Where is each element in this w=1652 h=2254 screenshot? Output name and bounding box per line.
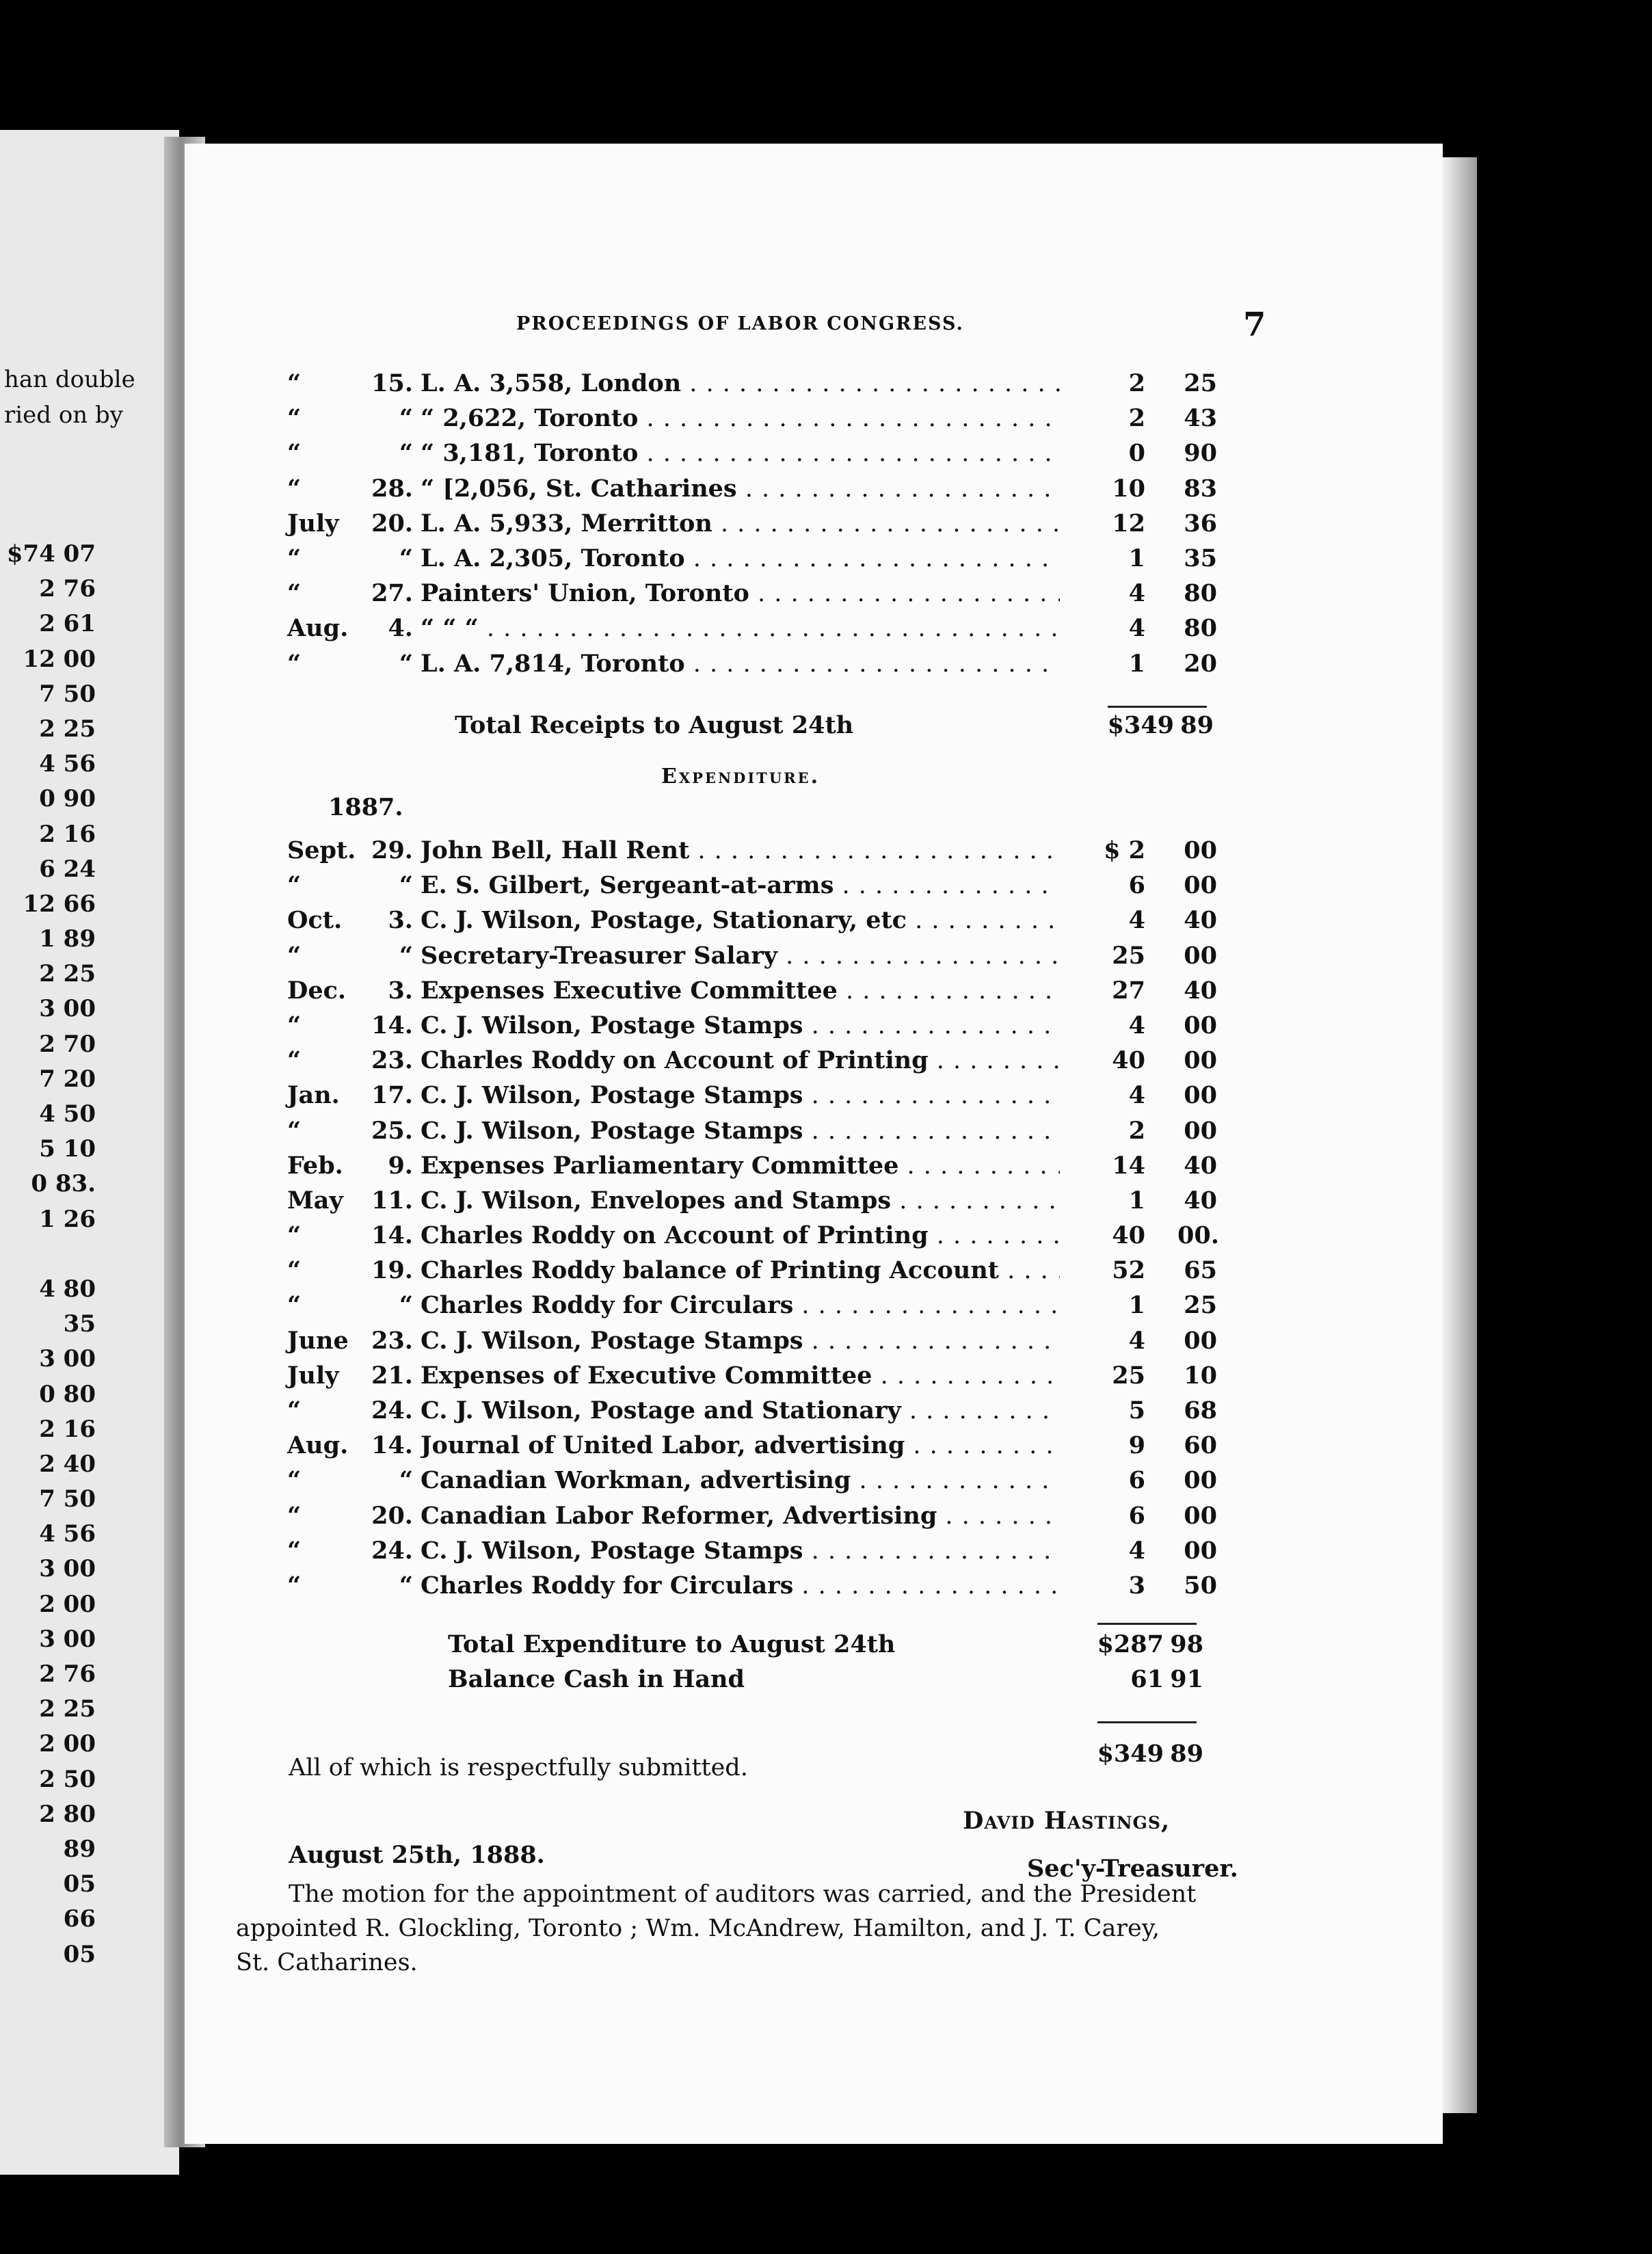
left-page-amount: 7 50 xyxy=(39,1485,96,1513)
entry-cents: 36 xyxy=(1184,509,1217,538)
entry-day: “ xyxy=(399,544,413,572)
entry-description: Painters' Union, Toronto . . . xyxy=(421,576,1060,611)
entry-cents: 10 xyxy=(1184,1361,1217,1390)
grand-total-dollars: $349 xyxy=(1097,1740,1164,1768)
entry-description: C. J. Wilson, Postage, Stationary, etc . . . xyxy=(421,903,1060,938)
left-page-amount: 2 16 xyxy=(39,1415,96,1443)
entry-day: “ xyxy=(399,1291,413,1320)
entry-dollars: 40 xyxy=(1112,1046,1145,1075)
entry-day: 21. xyxy=(371,1361,413,1390)
entry-description: Expenses Parliamentary Committee . . . xyxy=(421,1148,1060,1184)
entry-cents: 65 xyxy=(1184,1256,1217,1285)
ledger-row xyxy=(287,1253,1217,1288)
left-page-amount: 7 50 xyxy=(39,680,96,708)
grand-total-cents: 89 xyxy=(1170,1740,1203,1768)
entry-cents: 25 xyxy=(1184,1291,1217,1320)
entry-month: Oct. xyxy=(287,906,343,935)
entry-month: “ xyxy=(287,1011,302,1039)
entry-month: Sept. xyxy=(287,836,356,864)
entry-description: Expenses Executive Committee . . . xyxy=(421,973,1060,1009)
receipts-list xyxy=(287,366,1217,681)
entry-day: 14. xyxy=(371,1011,413,1039)
left-page-amount: 0 83. xyxy=(31,1170,96,1198)
grand-total xyxy=(1026,1740,1203,1775)
entry-day: 3. xyxy=(388,976,413,1005)
entry-dollars: 6 xyxy=(1128,1501,1145,1530)
entry-description: Charles Roddy on Account of Printing . . . xyxy=(421,1043,1060,1078)
ledger-row xyxy=(287,833,1217,868)
entry-description: L. A. 2,305, Toronto . . . xyxy=(421,541,1060,576)
entry-dollars: 1 xyxy=(1128,1291,1145,1320)
entry-month: “ xyxy=(287,871,302,900)
entry-day: 24. xyxy=(371,1536,413,1565)
entry-day: 4. xyxy=(388,614,413,643)
entry-cents: 00 xyxy=(1184,1046,1217,1075)
left-page-amount: 1 89 xyxy=(39,925,96,953)
entry-day: “ xyxy=(399,649,413,678)
entry-dollars: 4 xyxy=(1128,1326,1145,1355)
ledger-row xyxy=(287,1393,1217,1428)
left-page-amount: $74 07 xyxy=(6,540,96,568)
left-page-amount: 7 20 xyxy=(39,1065,96,1093)
ledger-row xyxy=(287,401,1217,436)
running-header: PROCEEDINGS OF LABOR CONGRESS. xyxy=(516,313,964,334)
ledger-row xyxy=(287,868,1217,903)
left-page-amount: 2 61 xyxy=(39,610,96,638)
entry-dollars: 2 xyxy=(1128,369,1145,397)
entry-dollars: 4 xyxy=(1128,614,1145,643)
left-page-amount: 1 26 xyxy=(39,1205,96,1233)
entry-cents: 40 xyxy=(1184,1151,1217,1180)
left-page-amount: 4 50 xyxy=(39,1100,96,1128)
left-page-amount: 2 00 xyxy=(39,1590,96,1618)
entry-cents: 00 xyxy=(1184,1011,1217,1039)
entry-cents: 00 xyxy=(1184,1501,1217,1530)
ledger-row xyxy=(287,1008,1217,1043)
left-page-amount: 89 xyxy=(63,1835,96,1863)
left-page-amount: 2 76 xyxy=(39,1660,96,1688)
total-rule xyxy=(1097,1721,1197,1723)
entry-month: June xyxy=(287,1326,349,1355)
entry-cents: 80 xyxy=(1184,579,1217,608)
entry-day: 19. xyxy=(371,1256,413,1285)
entry-month: “ xyxy=(287,1536,302,1565)
motion-paragraph-line: appointed R. Glockling, Toronto ; Wm. McAndrew, Hamilton, and J. T. Carey, xyxy=(236,1915,1160,1942)
entry-cents: 40 xyxy=(1184,906,1217,935)
left-page-amount: 2 25 xyxy=(39,960,96,988)
entry-month: “ xyxy=(287,1291,302,1320)
left-page-amount: 2 76 xyxy=(39,575,96,603)
entry-dollars: 5 xyxy=(1128,1396,1145,1424)
entry-description: Journal of United Labor, advertising . . . xyxy=(421,1428,1060,1463)
entry-dollars: 25 xyxy=(1112,941,1145,970)
entry-cents: 68 xyxy=(1184,1396,1217,1424)
left-page-fragment: ried on by xyxy=(4,401,123,429)
entry-day: “ xyxy=(399,1466,413,1495)
entry-description: Expenses of Executive Committee . . . xyxy=(421,1358,1060,1394)
entry-description: John Bell, Hall Rent . . . xyxy=(421,833,1060,869)
entry-description: L. A. 7,814, Toronto . . . xyxy=(421,646,1060,682)
entry-month: Jan. xyxy=(287,1081,340,1110)
entry-dollars: 10 xyxy=(1112,474,1145,503)
expenditure-heading: Expenditure. xyxy=(661,765,821,788)
entry-day: 20. xyxy=(371,509,413,538)
entry-description: Canadian Labor Reformer, Advertising . . . xyxy=(421,1498,1060,1534)
entry-day: “ xyxy=(399,1571,413,1600)
receipts-total xyxy=(455,711,1214,746)
left-page-amount: 4 56 xyxy=(39,1520,96,1548)
ledger-row xyxy=(287,541,1217,576)
entry-dollars: 40 xyxy=(1112,1221,1145,1250)
entry-day: 23. xyxy=(371,1326,413,1355)
expenditure-total xyxy=(448,1630,1203,1665)
left-page-amount xyxy=(0,1237,96,1272)
left-page-amount: 0 90 xyxy=(39,785,96,813)
entry-cents: 90 xyxy=(1184,439,1217,468)
entry-day: “ xyxy=(399,871,413,900)
ledger-row xyxy=(287,973,1217,1008)
entry-dollars: 3 xyxy=(1128,1571,1145,1600)
entry-dollars: 4 xyxy=(1128,579,1145,608)
submission-statement: All of which is respectfully submitted. xyxy=(289,1754,748,1781)
ledger-row xyxy=(287,1498,1217,1533)
year-label: 1887. xyxy=(328,793,403,821)
entry-day: 14. xyxy=(371,1431,413,1460)
entry-month: “ xyxy=(287,579,302,608)
entry-day: 25. xyxy=(371,1116,413,1145)
ledger-row xyxy=(287,1288,1217,1323)
entry-dollars: 1 xyxy=(1128,649,1145,678)
expenditure-list xyxy=(287,833,1217,1603)
left-page-amount: 12 66 xyxy=(23,890,96,918)
left-page-amount: 66 xyxy=(63,1905,96,1933)
entry-day: 9. xyxy=(388,1151,413,1180)
entry-month: “ xyxy=(287,1116,302,1145)
ledger-row xyxy=(287,1078,1217,1113)
entry-day: 20. xyxy=(371,1501,413,1530)
entry-description: E. S. Gilbert, Sergeant-at-arms . . . xyxy=(421,868,1060,903)
entry-description: C. J. Wilson, Postage Stamps . . . xyxy=(421,1008,1060,1044)
entry-dollars: 4 xyxy=(1128,906,1145,935)
entry-day: 15. xyxy=(371,369,413,397)
entry-dollars: 6 xyxy=(1128,871,1145,900)
ledger-row xyxy=(287,506,1217,541)
left-page-amount: 3 00 xyxy=(39,995,96,1023)
entry-day: 24. xyxy=(371,1396,413,1424)
entry-cents: 00 xyxy=(1184,1081,1217,1110)
ledger-row xyxy=(287,471,1217,506)
entry-cents: 43 xyxy=(1184,404,1217,433)
expenditure-total-dollars: $287 xyxy=(1097,1630,1164,1658)
entry-cents: 00. xyxy=(1177,1221,1219,1250)
entry-month: Aug. xyxy=(287,1431,349,1460)
entry-month: “ xyxy=(287,1501,302,1530)
entry-dollars: 4 xyxy=(1128,1011,1145,1039)
entry-cents: 00 xyxy=(1184,836,1217,864)
entry-day: 3. xyxy=(388,906,413,935)
entry-description: C. J. Wilson, Postage Stamps . . . xyxy=(421,1323,1060,1359)
total-rule xyxy=(1108,706,1207,708)
ledger-row xyxy=(287,1358,1217,1393)
entry-description: C. J. Wilson, Postage Stamps . . . xyxy=(421,1533,1060,1569)
left-page-amount: 35 xyxy=(63,1310,96,1338)
entry-month: “ xyxy=(287,404,302,433)
ledger-row xyxy=(287,1323,1217,1358)
entry-cents: 00 xyxy=(1184,1326,1217,1355)
left-page-amount: 5 10 xyxy=(39,1135,96,1163)
entry-month: Dec. xyxy=(287,976,347,1005)
entry-dollars: 12 xyxy=(1112,509,1145,538)
ledger-row xyxy=(287,1148,1217,1183)
left-page-amount: 2 50 xyxy=(39,1765,96,1793)
entry-dollars: 2 xyxy=(1128,1116,1145,1145)
entry-dollars: 2 xyxy=(1128,404,1145,433)
entry-description: Canadian Workman, advertising . . . xyxy=(421,1463,1060,1498)
entry-month: July xyxy=(287,1361,339,1390)
entry-cents: 50 xyxy=(1184,1571,1217,1600)
entry-month: “ xyxy=(287,474,302,503)
left-page-amount: 2 70 xyxy=(39,1030,96,1058)
entry-month: “ xyxy=(287,439,302,468)
balance-cents: 91 xyxy=(1170,1665,1203,1693)
receipts-total-cents: 89 xyxy=(1180,711,1214,739)
entry-month: “ xyxy=(287,544,302,572)
entry-day: “ xyxy=(399,941,413,970)
entry-cents: 40 xyxy=(1184,1186,1217,1215)
entry-description: C. J. Wilson, Postage and Stationary . . . xyxy=(421,1393,1060,1429)
motion-paragraph-line: St. Catharines. xyxy=(236,1949,418,1976)
entry-description: C. J. Wilson, Envelopes and Stamps . . . xyxy=(421,1183,1060,1219)
signer-name: David Hastings, xyxy=(963,1807,1171,1835)
left-page-amount: 2 25 xyxy=(39,1695,96,1723)
entry-cents: 00 xyxy=(1184,1466,1217,1495)
ledger-row xyxy=(287,1218,1217,1253)
left-page-amount: 2 80 xyxy=(39,1800,96,1828)
entry-month: July xyxy=(287,509,339,538)
entry-month: May xyxy=(287,1186,343,1215)
balance-label: Balance Cash in Hand xyxy=(448,1665,745,1693)
entry-month: “ xyxy=(287,369,302,397)
entry-description: Charles Roddy for Circulars . . . xyxy=(421,1288,1060,1323)
left-page-amount: 12 00 xyxy=(23,645,96,673)
expenditure-total-cents: 98 xyxy=(1170,1630,1203,1658)
entry-dollars: 25 xyxy=(1112,1361,1145,1390)
entry-description: Charles Roddy on Account of Printing . . . xyxy=(421,1218,1060,1254)
entry-day: 28. xyxy=(371,474,413,503)
signer-title: Sec'y-Treasurer. xyxy=(1027,1855,1238,1883)
entry-dollars: 1 xyxy=(1128,1186,1145,1215)
entry-cents: 00 xyxy=(1184,871,1217,900)
left-page-fragment: han double xyxy=(4,366,135,393)
entry-cents: 00 xyxy=(1184,1536,1217,1565)
balance-dollars: 61 xyxy=(1130,1665,1164,1693)
left-page-amount: 4 80 xyxy=(39,1275,96,1303)
ledger-row xyxy=(287,1533,1217,1568)
ledger-row xyxy=(287,366,1217,401)
left-page-amount: 05 xyxy=(63,1870,96,1898)
ledger-row xyxy=(287,611,1217,646)
entry-description: L. A. 5,933, Merritton . . . xyxy=(421,506,1060,542)
entry-cents: 20 xyxy=(1184,649,1217,678)
left-page-amount: 2 25 xyxy=(39,715,96,743)
entry-dollars: 27 xyxy=(1112,976,1145,1005)
entry-day: 27. xyxy=(371,579,413,608)
ledger-row xyxy=(287,1463,1217,1498)
entry-day: “ xyxy=(399,439,413,468)
ledger-row xyxy=(287,646,1217,681)
left-page-amount: 3 00 xyxy=(39,1625,96,1653)
left-page-amount: 05 xyxy=(63,1940,96,1968)
ledger-row xyxy=(287,1568,1217,1603)
ledger-row xyxy=(287,436,1217,470)
left-page-amount: 0 80 xyxy=(39,1380,96,1408)
entry-day: 14. xyxy=(371,1221,413,1250)
entry-description: “ “ “ . . . xyxy=(421,611,1060,646)
ledger-row xyxy=(287,1428,1217,1463)
balance-line xyxy=(448,1665,1203,1700)
entry-description: “ [2,056, St. Catharines . . . xyxy=(421,471,1060,507)
left-page-amounts xyxy=(0,537,96,1972)
total-rule xyxy=(1097,1623,1197,1625)
entry-description: “ 2,622, Toronto . . . xyxy=(421,401,1060,436)
entry-month: “ xyxy=(287,1046,302,1075)
receipts-total-label: Total Receipts to August 24th xyxy=(455,711,854,739)
entry-dollars: 14 xyxy=(1112,1151,1145,1180)
entry-cents: 80 xyxy=(1184,614,1217,643)
entry-month: “ xyxy=(287,1466,302,1495)
entry-cents: 35 xyxy=(1184,544,1217,572)
entry-cents: 83 xyxy=(1184,474,1217,503)
receipts-total-dollars: $349 xyxy=(1107,711,1174,739)
expenditure-total-label: Total Expenditure to August 24th xyxy=(448,1630,896,1658)
entry-cents: 25 xyxy=(1184,369,1217,397)
entry-dollars: $ 2 xyxy=(1104,836,1145,864)
entry-day: “ xyxy=(399,404,413,433)
left-page-amount: 2 16 xyxy=(39,820,96,848)
entry-month: “ xyxy=(287,1221,302,1250)
entry-description: L. A. 3,558, London . . . xyxy=(421,366,1060,401)
entry-description: C. J. Wilson, Postage Stamps . . . xyxy=(421,1078,1060,1113)
ledger-row xyxy=(287,576,1217,611)
facing-left-page xyxy=(0,130,179,2175)
entry-month: “ xyxy=(287,941,302,970)
entry-day: 11. xyxy=(371,1186,413,1215)
entry-description: Charles Roddy for Circulars . . . xyxy=(421,1568,1060,1604)
ledger-row xyxy=(287,903,1217,938)
entry-month: Feb. xyxy=(287,1151,343,1180)
entry-day: 23. xyxy=(371,1046,413,1075)
entry-dollars: 0 xyxy=(1128,439,1145,468)
ledger-row xyxy=(287,1183,1217,1218)
entry-dollars: 4 xyxy=(1128,1081,1145,1110)
entry-dollars: 1 xyxy=(1128,544,1145,572)
entry-cents: 00 xyxy=(1184,1116,1217,1145)
entry-description: C. J. Wilson, Postage Stamps . . . xyxy=(421,1113,1060,1149)
entry-month: “ xyxy=(287,1256,302,1285)
page-number: 7 xyxy=(1243,306,1266,344)
report-date: August 25th, 1888. xyxy=(289,1841,545,1869)
entry-day: 29. xyxy=(371,836,413,864)
entry-cents: 40 xyxy=(1184,976,1217,1005)
left-page-amount: 3 00 xyxy=(39,1345,96,1373)
entry-dollars: 52 xyxy=(1112,1256,1145,1285)
entry-description: Secretary-Treasurer Salary . . . xyxy=(421,938,1060,974)
entry-month: “ xyxy=(287,1396,302,1424)
motion-paragraph-line: The motion for the appointment of auditors was carried, and the President xyxy=(289,1881,1197,1908)
left-page-amount: 6 24 xyxy=(39,855,96,883)
entry-month: “ xyxy=(287,649,302,678)
ledger-row xyxy=(287,1113,1217,1148)
entry-cents: 00 xyxy=(1184,941,1217,970)
left-page-amount: 4 56 xyxy=(39,750,96,778)
left-page-amount: 2 40 xyxy=(39,1450,96,1478)
left-page-amount: 2 00 xyxy=(39,1730,96,1758)
entry-description: Charles Roddy balance of Printing Account . . . xyxy=(421,1253,1060,1288)
ledger-row xyxy=(287,1043,1217,1078)
entry-day: 17. xyxy=(371,1081,413,1110)
entry-dollars: 4 xyxy=(1128,1536,1145,1565)
left-page-amount: 3 00 xyxy=(39,1555,96,1583)
entry-dollars: 6 xyxy=(1128,1466,1145,1495)
entry-cents: 60 xyxy=(1184,1431,1217,1460)
entry-dollars: 9 xyxy=(1128,1431,1145,1460)
entry-month: “ xyxy=(287,1571,302,1600)
ledger-row xyxy=(287,938,1217,973)
entry-month: Aug. xyxy=(287,614,349,643)
entry-description: “ 3,181, Toronto . . . xyxy=(421,436,1060,471)
